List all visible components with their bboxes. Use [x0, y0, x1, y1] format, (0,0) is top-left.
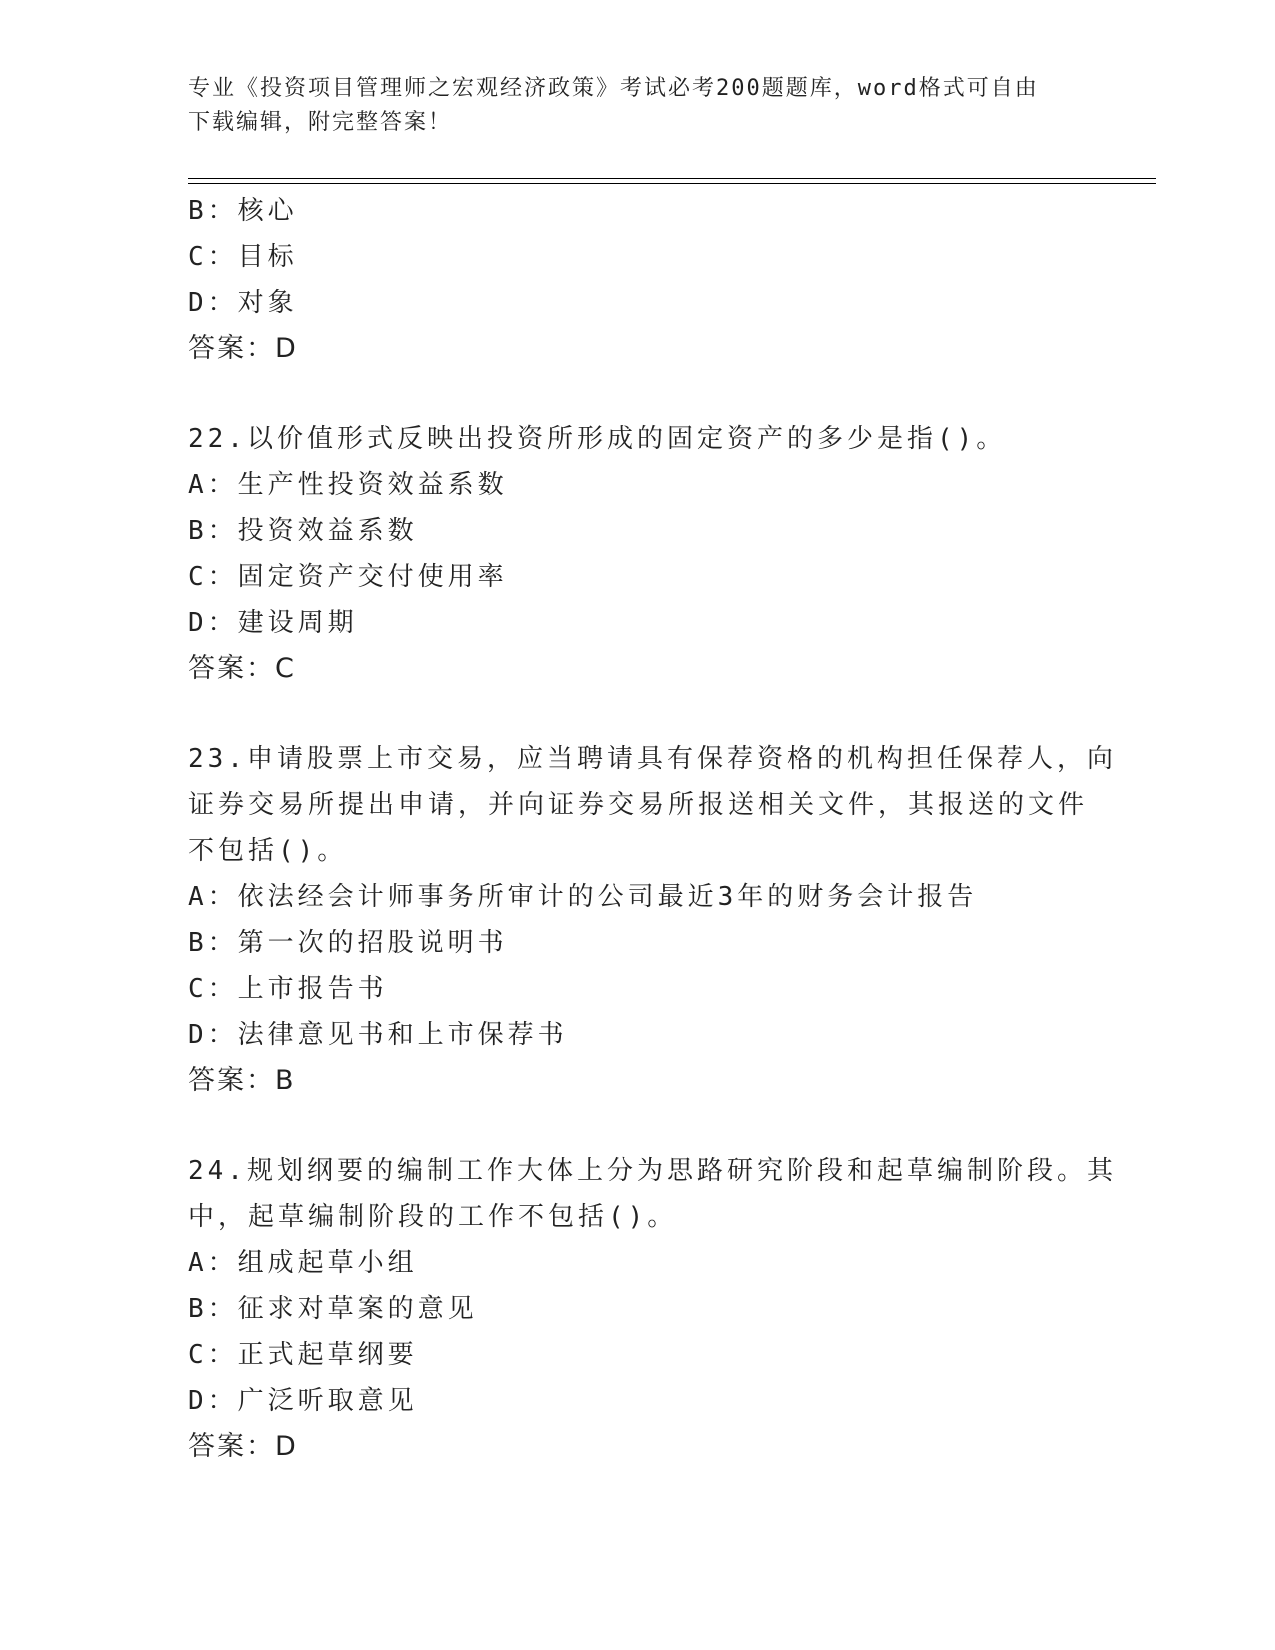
question-text: 22.以价值形式反映出投资所形成的固定资产的多少是指()。 — [188, 424, 1007, 454]
option-b: B：投资效益系数 — [188, 516, 418, 546]
answer-line: 答案：D — [188, 333, 298, 364]
option-a: A：生产性投资效益系数 — [188, 470, 508, 500]
option-d: D：广泛听取意见 — [188, 1386, 418, 1416]
question-text-line-3: 不包括()。 — [188, 836, 348, 866]
question-22 — [188, 416, 1088, 692]
answer-line: 答案：B — [188, 1065, 296, 1096]
option-b: B：核心 — [188, 196, 298, 226]
option-a: A：组成起草小组 — [188, 1248, 418, 1278]
option-c: C：目标 — [188, 242, 298, 272]
header-divider-bottom — [188, 183, 1156, 184]
option-d: D：法律意见书和上市保荐书 — [188, 1020, 568, 1050]
option-b: B：第一次的招股说明书 — [188, 928, 508, 958]
header-divider-top — [188, 178, 1156, 179]
header-line-2: 下载编辑，附完整答案！ — [188, 110, 453, 135]
option-b: B：征求对草案的意见 — [188, 1294, 478, 1324]
document-header — [188, 72, 1088, 140]
option-c: C：上市报告书 — [188, 974, 388, 1004]
answer-line: 答案：D — [188, 1431, 298, 1462]
question-21-tail — [188, 188, 1088, 372]
question-text-line-1: 24.规划纲要的编制工作大体上分为思路研究阶段和起草编制阶段。其 — [188, 1156, 1117, 1186]
question-list — [188, 188, 1117, 1470]
option-a: A：依法经会计师事务所审计的公司最近3年的财务会计报告 — [188, 882, 978, 912]
option-c: C：固定资产交付使用率 — [188, 562, 508, 592]
header-line-1: 专业《投资项目管理师之宏观经济政策》考试必考200题题库，word格式可自由 — [188, 76, 1039, 101]
option-c: C：正式起草纲要 — [188, 1340, 418, 1370]
question-24 — [188, 1148, 1117, 1470]
answer-line: 答案：C — [188, 653, 296, 684]
option-d: D：对象 — [188, 288, 298, 318]
question-text-line-2: 证券交易所提出申请，并向证券交易所报送相关文件，其报送的文件 — [188, 790, 1089, 820]
question-text-line-1: 23.申请股票上市交易，应当聘请具有保荐资格的机构担任保荐人，向 — [188, 744, 1117, 774]
question-23 — [188, 736, 1117, 1104]
option-d: D：建设周期 — [188, 608, 358, 638]
question-text-line-2: 中，起草编制阶段的工作不包括()。 — [188, 1202, 678, 1232]
